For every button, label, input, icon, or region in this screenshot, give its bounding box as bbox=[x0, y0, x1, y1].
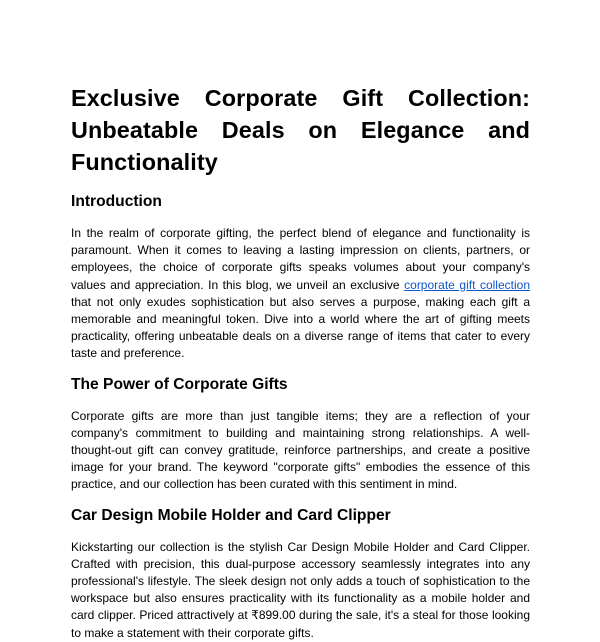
document-title: Exclusive Corporate Gift Collection: Unbeatable Deals on Elegance and Functionality bbox=[71, 85, 530, 175]
car-design-mobile-holder-paragraph: Kickstarting our collection is the stylish Car Design Mobile Holder and Card Clipper. Crafted with precision, this dual-purpose accessory seamlessly integrates into any professional's lifestyle. The sleek design not only adds a touch of sophistication to the workspace but also ensures practicality with its functionality as a mobile holder and card clipper. Priced attractively at ₹899.00 during the sale, it's a steal for those looking to make a statement with their corporate gifts. bbox=[71, 539, 530, 640]
section-heading-car-design-mobile-holder: Car Design Mobile Holder and Card Clipper bbox=[71, 506, 391, 524]
document-page bbox=[71, 82, 530, 642]
introduction-text-start: In the realm of corporate gifting, the perfect blend of elegance and functionality is paramount. When it comes to leaving a lasting impression on clients, partners, or employees, the choice of corporate gifts speaks volumes about your company's values and appreciation. In this blog, we unveil an exclusive bbox=[71, 226, 530, 292]
section-heading-power-of-corporate-gifts: The Power of Corporate Gifts bbox=[71, 375, 288, 393]
power-of-corporate-gifts-paragraph: Corporate gifts are more than just tangible items; they are a reflection of your company's commitment to building and maintaining strong relationships. A well-thought-out gift can convey gratitude, reinforce partnerships, and create a positive image for your brand. The keyword "corporate gifts" embodies the essence of this practice, and our collection has been curated with this sentiment in mind. bbox=[71, 408, 530, 492]
section-heading-introduction: Introduction bbox=[71, 193, 162, 210]
corporate-gift-collection-link[interactable]: corporate gift collection bbox=[404, 277, 530, 292]
introduction-paragraph bbox=[71, 225, 530, 363]
introduction-text-end: that not only exudes sophistication but also serves a purpose, making each gift a memorable and meaningful token. Dive into a world where the art of gifting meets practicality, offering unbeatable deals on a diverse range of items that cater to every taste and preference. bbox=[71, 294, 530, 361]
